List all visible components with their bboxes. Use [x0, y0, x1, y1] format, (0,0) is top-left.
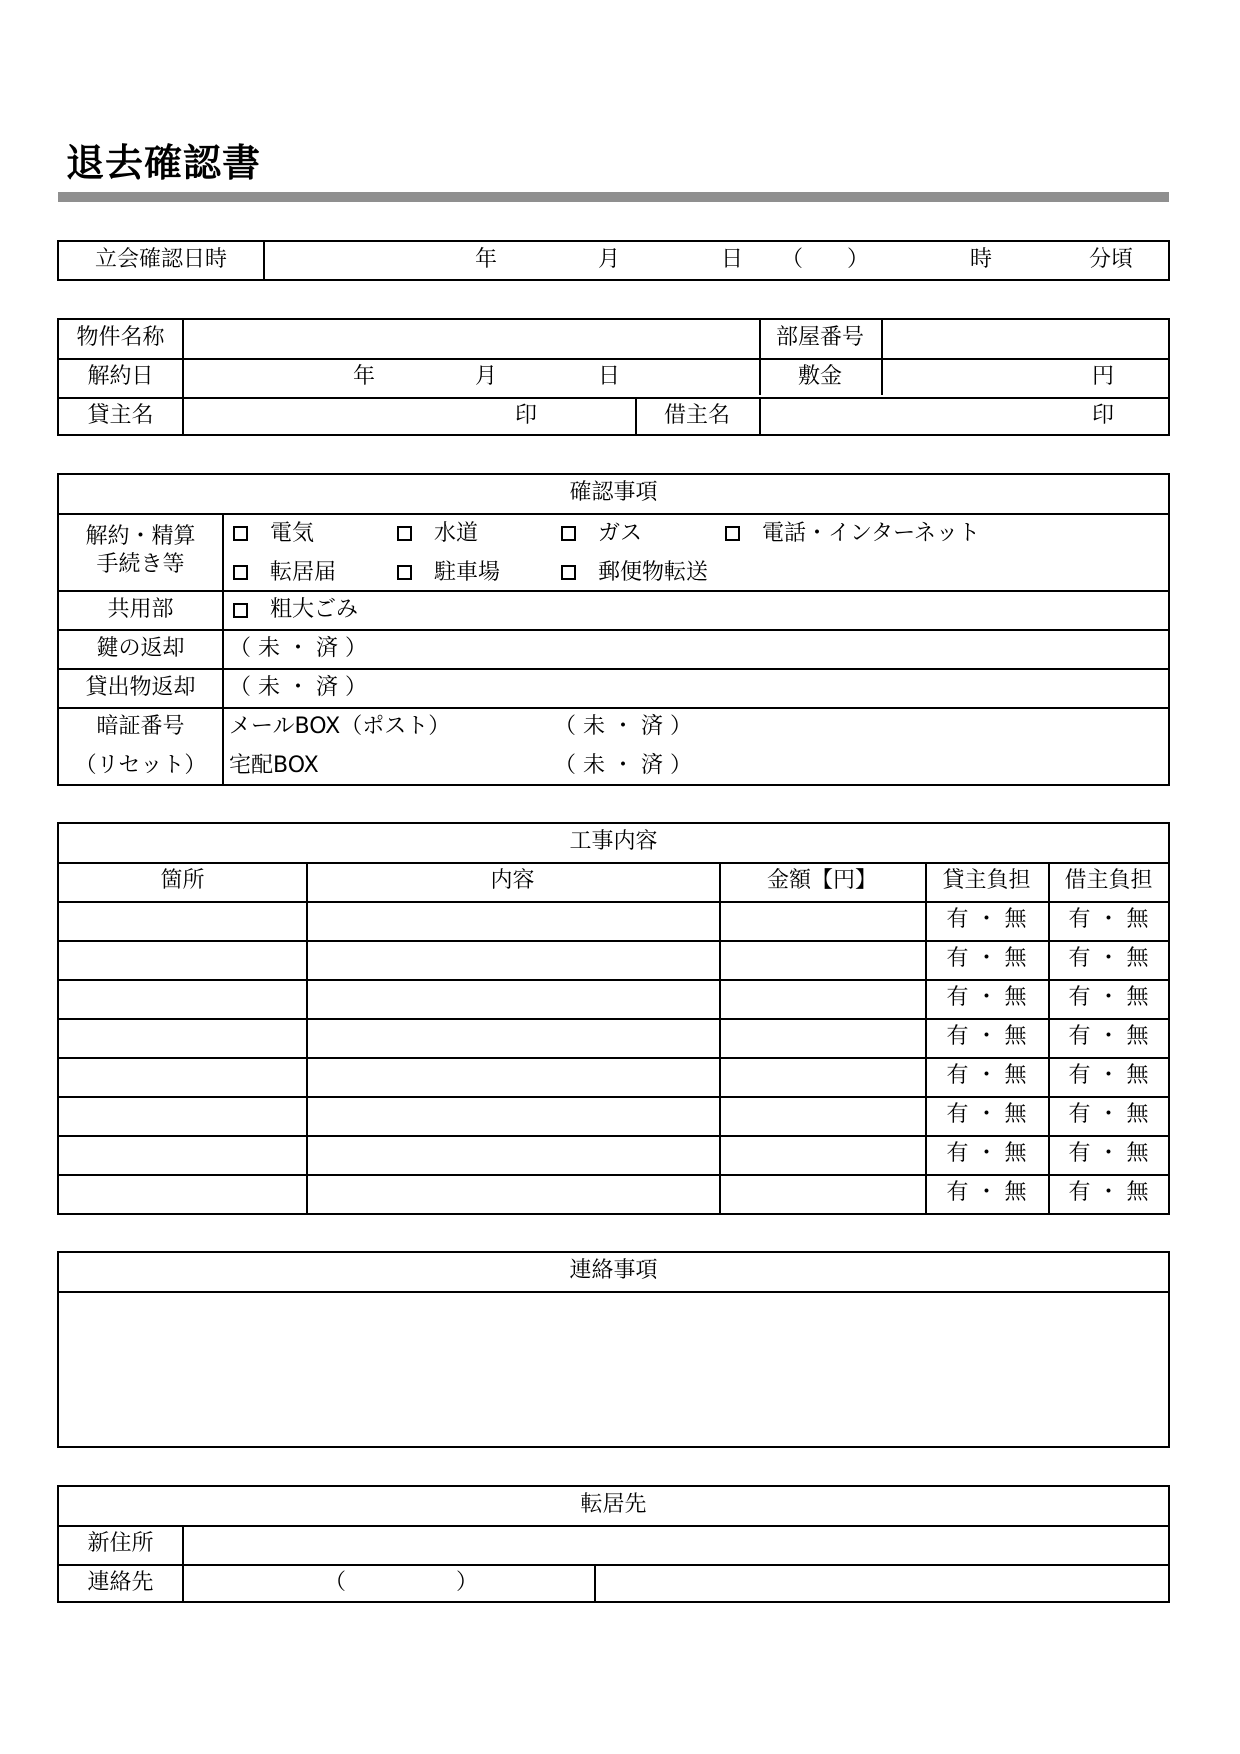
cancel-month: 月 — [475, 364, 498, 389]
lessee-burden-row-3: 有 ・ 無 — [1068, 985, 1149, 1010]
moving-notice-label: 転居届 — [270, 560, 337, 585]
lessor-burden-row-3: 有 ・ 無 — [946, 985, 1027, 1010]
lessor-burden-row-6: 有 ・ 無 — [946, 1102, 1027, 1127]
lessor-seal: 印 — [515, 403, 538, 428]
property-name-label: 物件名称 — [76, 325, 165, 350]
lessor-burden-row-4: 有 ・ 無 — [946, 1024, 1027, 1049]
phone-internet-label: 電話・インターネット — [762, 521, 981, 546]
lessor-label: 貸主名 — [87, 403, 154, 428]
new-address-label: 新住所 — [87, 1531, 154, 1556]
electricity-checkbox[interactable] — [233, 526, 248, 541]
delivery-box-label: 宅配BOX — [229, 753, 319, 778]
mail-forward-checkbox[interactable] — [561, 565, 576, 580]
notes-header: 連絡事項 — [569, 1258, 658, 1283]
lessee-burden-row-4: 有 ・ 無 — [1068, 1024, 1149, 1049]
cancel-date-label: 解約日 — [87, 364, 154, 389]
works-col-amount: 金額【円】 — [766, 868, 877, 893]
works-col-lessor-burden: 貸主負担 — [942, 868, 1031, 893]
bulky-waste-label: 粗大ごみ — [270, 597, 359, 622]
notes-area[interactable] — [59, 1293, 1168, 1446]
rental-return-label: 貸出物返却 — [85, 675, 196, 700]
mailbox-status: （ 未 ・ 済 ） — [554, 714, 692, 739]
meeting-label: 立会確認日時 — [94, 247, 227, 272]
works-col-content: 内容 — [490, 868, 535, 893]
parking-checkbox[interactable] — [397, 565, 412, 580]
confirm-table — [57, 473, 1170, 786]
pin-label-2: （リセット） — [74, 753, 207, 778]
moving-table — [57, 1485, 1170, 1603]
parking-label: 駐車場 — [434, 560, 501, 585]
phone-parens: （ ） — [324, 1570, 479, 1595]
notes-table — [57, 1251, 1170, 1448]
cancel-year: 年 — [353, 364, 376, 389]
key-return-status: （ 未 ・ 済 ） — [229, 636, 367, 661]
lessee-burden-row-6: 有 ・ 無 — [1068, 1102, 1149, 1127]
phone-internet-checkbox[interactable] — [725, 526, 740, 541]
meeting-month: 月 — [598, 247, 621, 272]
room-number-label: 部屋番号 — [775, 325, 864, 350]
rental-return-status: （ 未 ・ 済 ） — [229, 675, 367, 700]
meeting-weekday: （ ） — [781, 247, 870, 272]
meeting-hour: 時 — [970, 247, 993, 272]
procedures-label-1: 解約・精算 — [85, 524, 196, 549]
lessee-burden-row-2: 有 ・ 無 — [1068, 946, 1149, 971]
confirm-header: 確認事項 — [569, 480, 658, 505]
contact-label: 連絡先 — [87, 1570, 154, 1595]
gas-checkbox[interactable] — [561, 526, 576, 541]
lessor-burden-row-5: 有 ・ 無 — [946, 1063, 1027, 1088]
property-table — [57, 318, 1170, 436]
common-area-label: 共用部 — [107, 597, 174, 622]
lessor-burden-row-1: 有 ・ 無 — [946, 907, 1027, 932]
lessor-burden-row-7: 有 ・ 無 — [946, 1141, 1027, 1166]
works-col-lessee-burden: 借主負担 — [1064, 868, 1153, 893]
page-title: 退去確認書 — [66, 141, 262, 185]
works-header: 工事内容 — [569, 829, 658, 854]
title-divider — [58, 192, 1169, 202]
mail-forward-label: 郵便物転送 — [598, 560, 709, 585]
procedures-label-2: 手続き等 — [96, 552, 185, 577]
works-table — [57, 822, 1170, 1215]
lessee-burden-row-8: 有 ・ 無 — [1068, 1180, 1149, 1205]
key-return-label: 鍵の返却 — [96, 636, 185, 661]
bulky-waste-checkbox[interactable] — [233, 603, 248, 618]
meeting-minute: 分頃 — [1089, 247, 1134, 272]
electricity-label: 電気 — [270, 521, 315, 546]
water-checkbox[interactable] — [397, 526, 412, 541]
moving-header: 転居先 — [580, 1492, 647, 1517]
lessee-seal: 印 — [1092, 403, 1115, 428]
lessee-burden-row-7: 有 ・ 無 — [1068, 1141, 1149, 1166]
lessee-label: 借主名 — [663, 403, 730, 428]
delivery-box-status: （ 未 ・ 済 ） — [554, 753, 692, 778]
deposit-label: 敷金 — [797, 364, 842, 389]
deposit-unit: 円 — [1092, 364, 1115, 389]
meeting-day: 日 — [721, 247, 744, 272]
works-col-location: 箇所 — [160, 868, 205, 893]
meeting-datetime-table — [57, 240, 1170, 281]
cancel-day: 日 — [598, 364, 621, 389]
water-label: 水道 — [434, 521, 479, 546]
lessee-burden-row-1: 有 ・ 無 — [1068, 907, 1149, 932]
pin-label-1: 暗証番号 — [96, 714, 185, 739]
gas-label: ガス — [598, 521, 643, 546]
lessee-burden-row-5: 有 ・ 無 — [1068, 1063, 1149, 1088]
lessor-burden-row-8: 有 ・ 無 — [946, 1180, 1027, 1205]
meeting-year: 年 — [475, 247, 498, 272]
lessor-burden-row-2: 有 ・ 無 — [946, 946, 1027, 971]
mailbox-label: メールBOX（ポスト） — [229, 714, 451, 739]
moving-notice-checkbox[interactable] — [233, 565, 248, 580]
